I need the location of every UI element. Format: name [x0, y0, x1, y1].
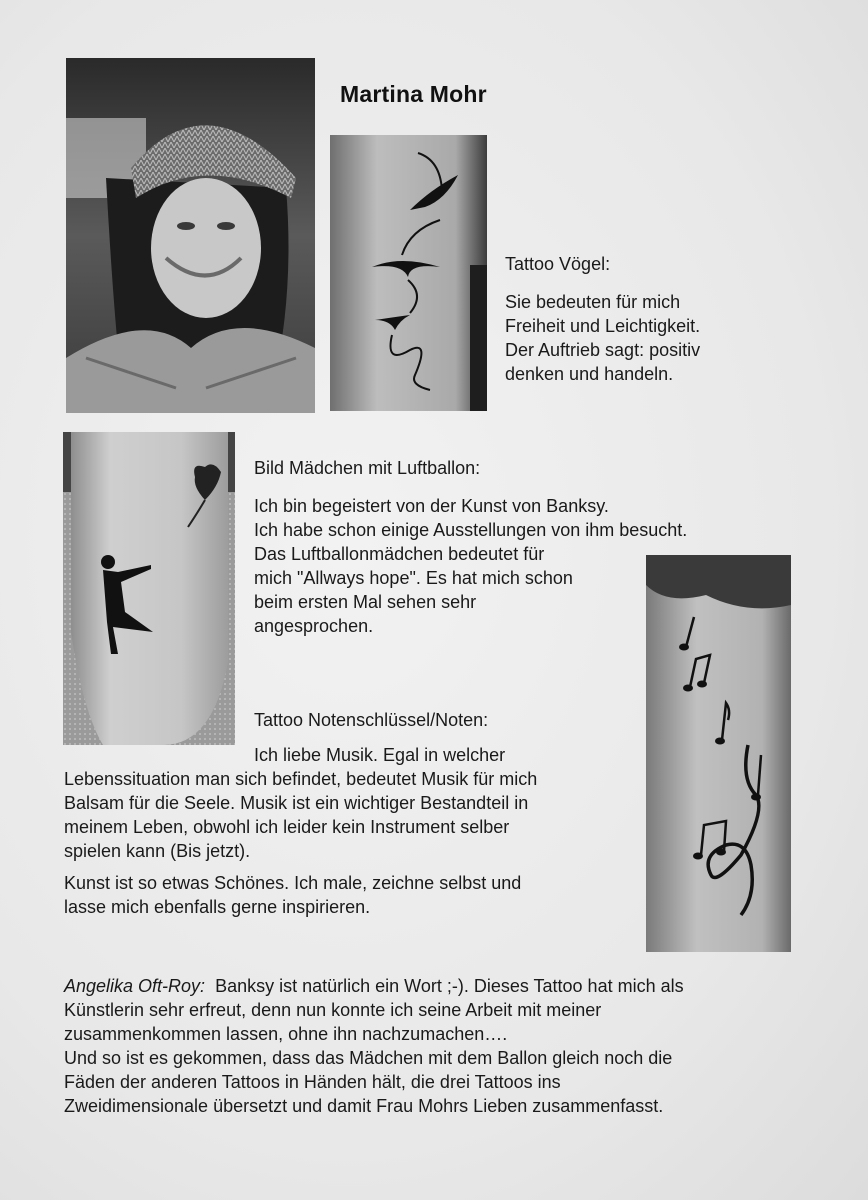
- balloon-caption: Bild Mädchen mit Luftballon:: [254, 458, 481, 478]
- artist-note-author: Angelika Oft-Roy:: [64, 976, 206, 996]
- music-line: Lebenssituation man sich befindet, bedeutet Musik für mich: [64, 769, 538, 789]
- page-title: Martina Mohr: [340, 81, 487, 107]
- balloon-girl-tattoo-photo: [63, 432, 235, 745]
- music-text-block: [64, 767, 639, 919]
- artist-note-line: Und so ist es gekommen, dass das Mädchen mit dem Ballon gleich noch die: [64, 1048, 673, 1068]
- artist-note-block: [64, 974, 844, 1118]
- artist-note-line: Künstlerin sehr erfreut, denn nun konnte ich seine Arbeit mit meiner: [64, 1000, 602, 1020]
- artist-note-line: Fäden der anderen Tattoos in Händen hält, die drei Tattoos ins: [64, 1072, 561, 1092]
- balloon-line: Das Luftballonmädchen bedeutet für: [254, 544, 545, 564]
- birds-text-block: [505, 252, 845, 386]
- music-caption: Tattoo Notenschlüssel/Noten:: [254, 710, 489, 730]
- artist-note-line: Banksy ist natürlich ein Wort ;-). Dieses Tattoo hat mich als: [215, 976, 684, 996]
- birds-tattoo-photo: [330, 135, 487, 411]
- art-line: lasse mich ebenfalls gerne inspirieren.: [64, 897, 371, 917]
- birds-line: Freiheit und Leichtigkeit.: [505, 316, 701, 336]
- balloon-line: Ich habe schon einige Ausstellungen von ihm besucht.: [254, 520, 688, 540]
- music-line: spielen kann (Bis jetzt).: [64, 841, 251, 861]
- birds-line: Der Auftrieb sagt: positiv: [505, 340, 701, 360]
- balloon-line: Ich bin begeistert von der Kunst von Banksy.: [254, 496, 609, 516]
- balloon-line: beim ersten Mal sehen sehr: [254, 592, 477, 612]
- music-caption-block: [254, 708, 634, 732]
- birds-line: Sie bedeuten für mich: [505, 292, 681, 312]
- art-line: Kunst ist so etwas Schönes. Ich male, zeichne selbst und: [64, 873, 522, 893]
- birds-caption: Tattoo Vögel:: [505, 254, 611, 274]
- birds-line: denken und handeln.: [505, 364, 674, 384]
- music-first-line: [254, 743, 634, 767]
- music-line: meinem Leben, obwohl ich leider kein Instrument selber: [64, 817, 510, 837]
- balloon-line: angesprochen.: [254, 616, 374, 636]
- music-notes-tattoo-photo: [646, 555, 791, 952]
- artist-note-line: Zweidimensionale übersetzt und damit Frau Mohrs Lieben zusammenfasst.: [64, 1096, 664, 1116]
- portrait-photo: [66, 58, 315, 413]
- music-line: Balsam für die Seele. Musik ist ein wichtiger Bestandteil in: [64, 793, 529, 813]
- balloon-line: mich "Allways hope". Es hat mich schon: [254, 568, 573, 588]
- music-line: Ich liebe Musik. Egal in welcher: [254, 745, 506, 765]
- artist-note-line: zusammenkommen lassen, ohne ihn nachzumachen….: [64, 1024, 508, 1044]
